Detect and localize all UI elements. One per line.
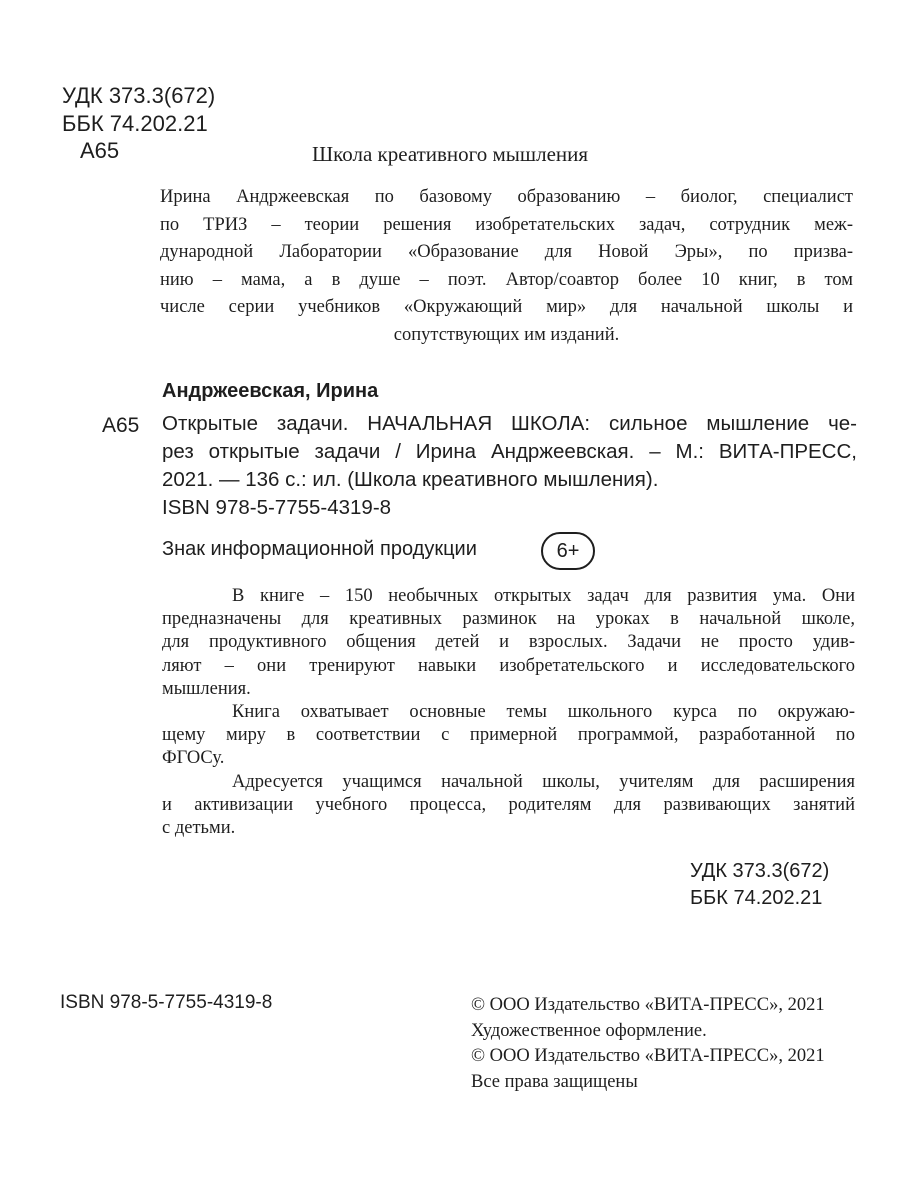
author-sign: А65 [80, 138, 120, 163]
age-rating-badge: 6+ [541, 532, 595, 570]
annotation-line: Адресуется учащимся начальной школы, учителям для расширения [232, 771, 855, 792]
copyright-line: © ООО Издательство «ВИТА-ПРЕСС», 2021 [471, 1046, 825, 1066]
bio-line: Ирина Андржеевская по базовому образованию – биолог, специалист [160, 187, 853, 207]
copyright-block [471, 993, 825, 1095]
annotation-line: ФГОСу. [162, 748, 225, 769]
biblio-isbn: ISBN 978-5-7755-4319-8 [162, 496, 392, 519]
udk-code: УДК 373.3(672) [62, 83, 216, 108]
biblio-line: Открытые задачи. НАЧАЛЬНАЯ ШКОЛА: сильное мышление че- [162, 412, 857, 435]
bio-line: по ТРИЗ – теории решения изобретательских задач, сотрудник меж- [160, 214, 853, 235]
copyright-line: Художественное оформление. [471, 1020, 707, 1041]
bibliographic-description [162, 410, 857, 522]
info-product-label: Знак информационной продукции [162, 538, 477, 560]
annotation-line: ляют – они тренируют навыки изобретательского и исследовательского [162, 655, 855, 676]
biblio-line: рез открытые задачи / Ирина Андржеевская. – М.: ВИТА-ПРЕСС, [162, 440, 857, 463]
annotation-line: щему миру в соответствии с примерной программой, разработанной по [162, 725, 855, 746]
author-bio [160, 184, 853, 349]
bbk-code: ББК 74.202.21 [62, 111, 208, 136]
isbn-bottom: ISBN 978-5-7755-4319-8 [60, 992, 273, 1013]
bibliographic-sign: А65 [102, 414, 140, 437]
bottom-bbk-code: ББК 74.202.21 [690, 887, 823, 909]
copyright-line: © ООО Издательство «ВИТА-ПРЕСС», 2021 [471, 995, 825, 1015]
annotation-line: Книга охватывает основные темы школьного курса по окружаю- [232, 702, 855, 723]
copyright-line: Все права защищены [471, 1071, 638, 1092]
annotation-line: предназначены для креативных разминок на уроках в начальной школе, [162, 609, 855, 630]
classification-block [62, 82, 215, 138]
annotation-line: для продуктивного общения детей и взрослых. Задачи не просто удив- [162, 632, 855, 653]
bio-line: числе серии учебников «Окружающий мир» для начальной школы и [160, 297, 853, 317]
bibliographic-author: Андржеевская, Ирина [162, 380, 379, 402]
annotation-line: мышления. [162, 678, 251, 699]
bottom-udk-code: УДК 373.3(672) [690, 860, 830, 882]
bio-line: нию – мама, а в душе – поэт. Автор/соавтор более 10 книг, в том [160, 269, 853, 290]
annotation-line: с детьми. [162, 818, 236, 839]
bottom-classification [690, 858, 829, 912]
bio-line: дународной Лаборатории «Образование для Новой Эры», по призва- [160, 242, 853, 262]
annotation [162, 585, 855, 840]
series-title: Школа креативного мышления [311, 142, 589, 166]
bio-line: сопутствующих им изданий. [393, 324, 620, 345]
biblio-line: 2021. — 136 с.: ил. (Школа креативного мышления). [162, 468, 659, 491]
annotation-line: и активизации учебного процесса, родителям для развивающих занятий [162, 794, 855, 815]
annotation-line: В книге – 150 необычных открытых задач для развития ума. Они [232, 586, 855, 606]
